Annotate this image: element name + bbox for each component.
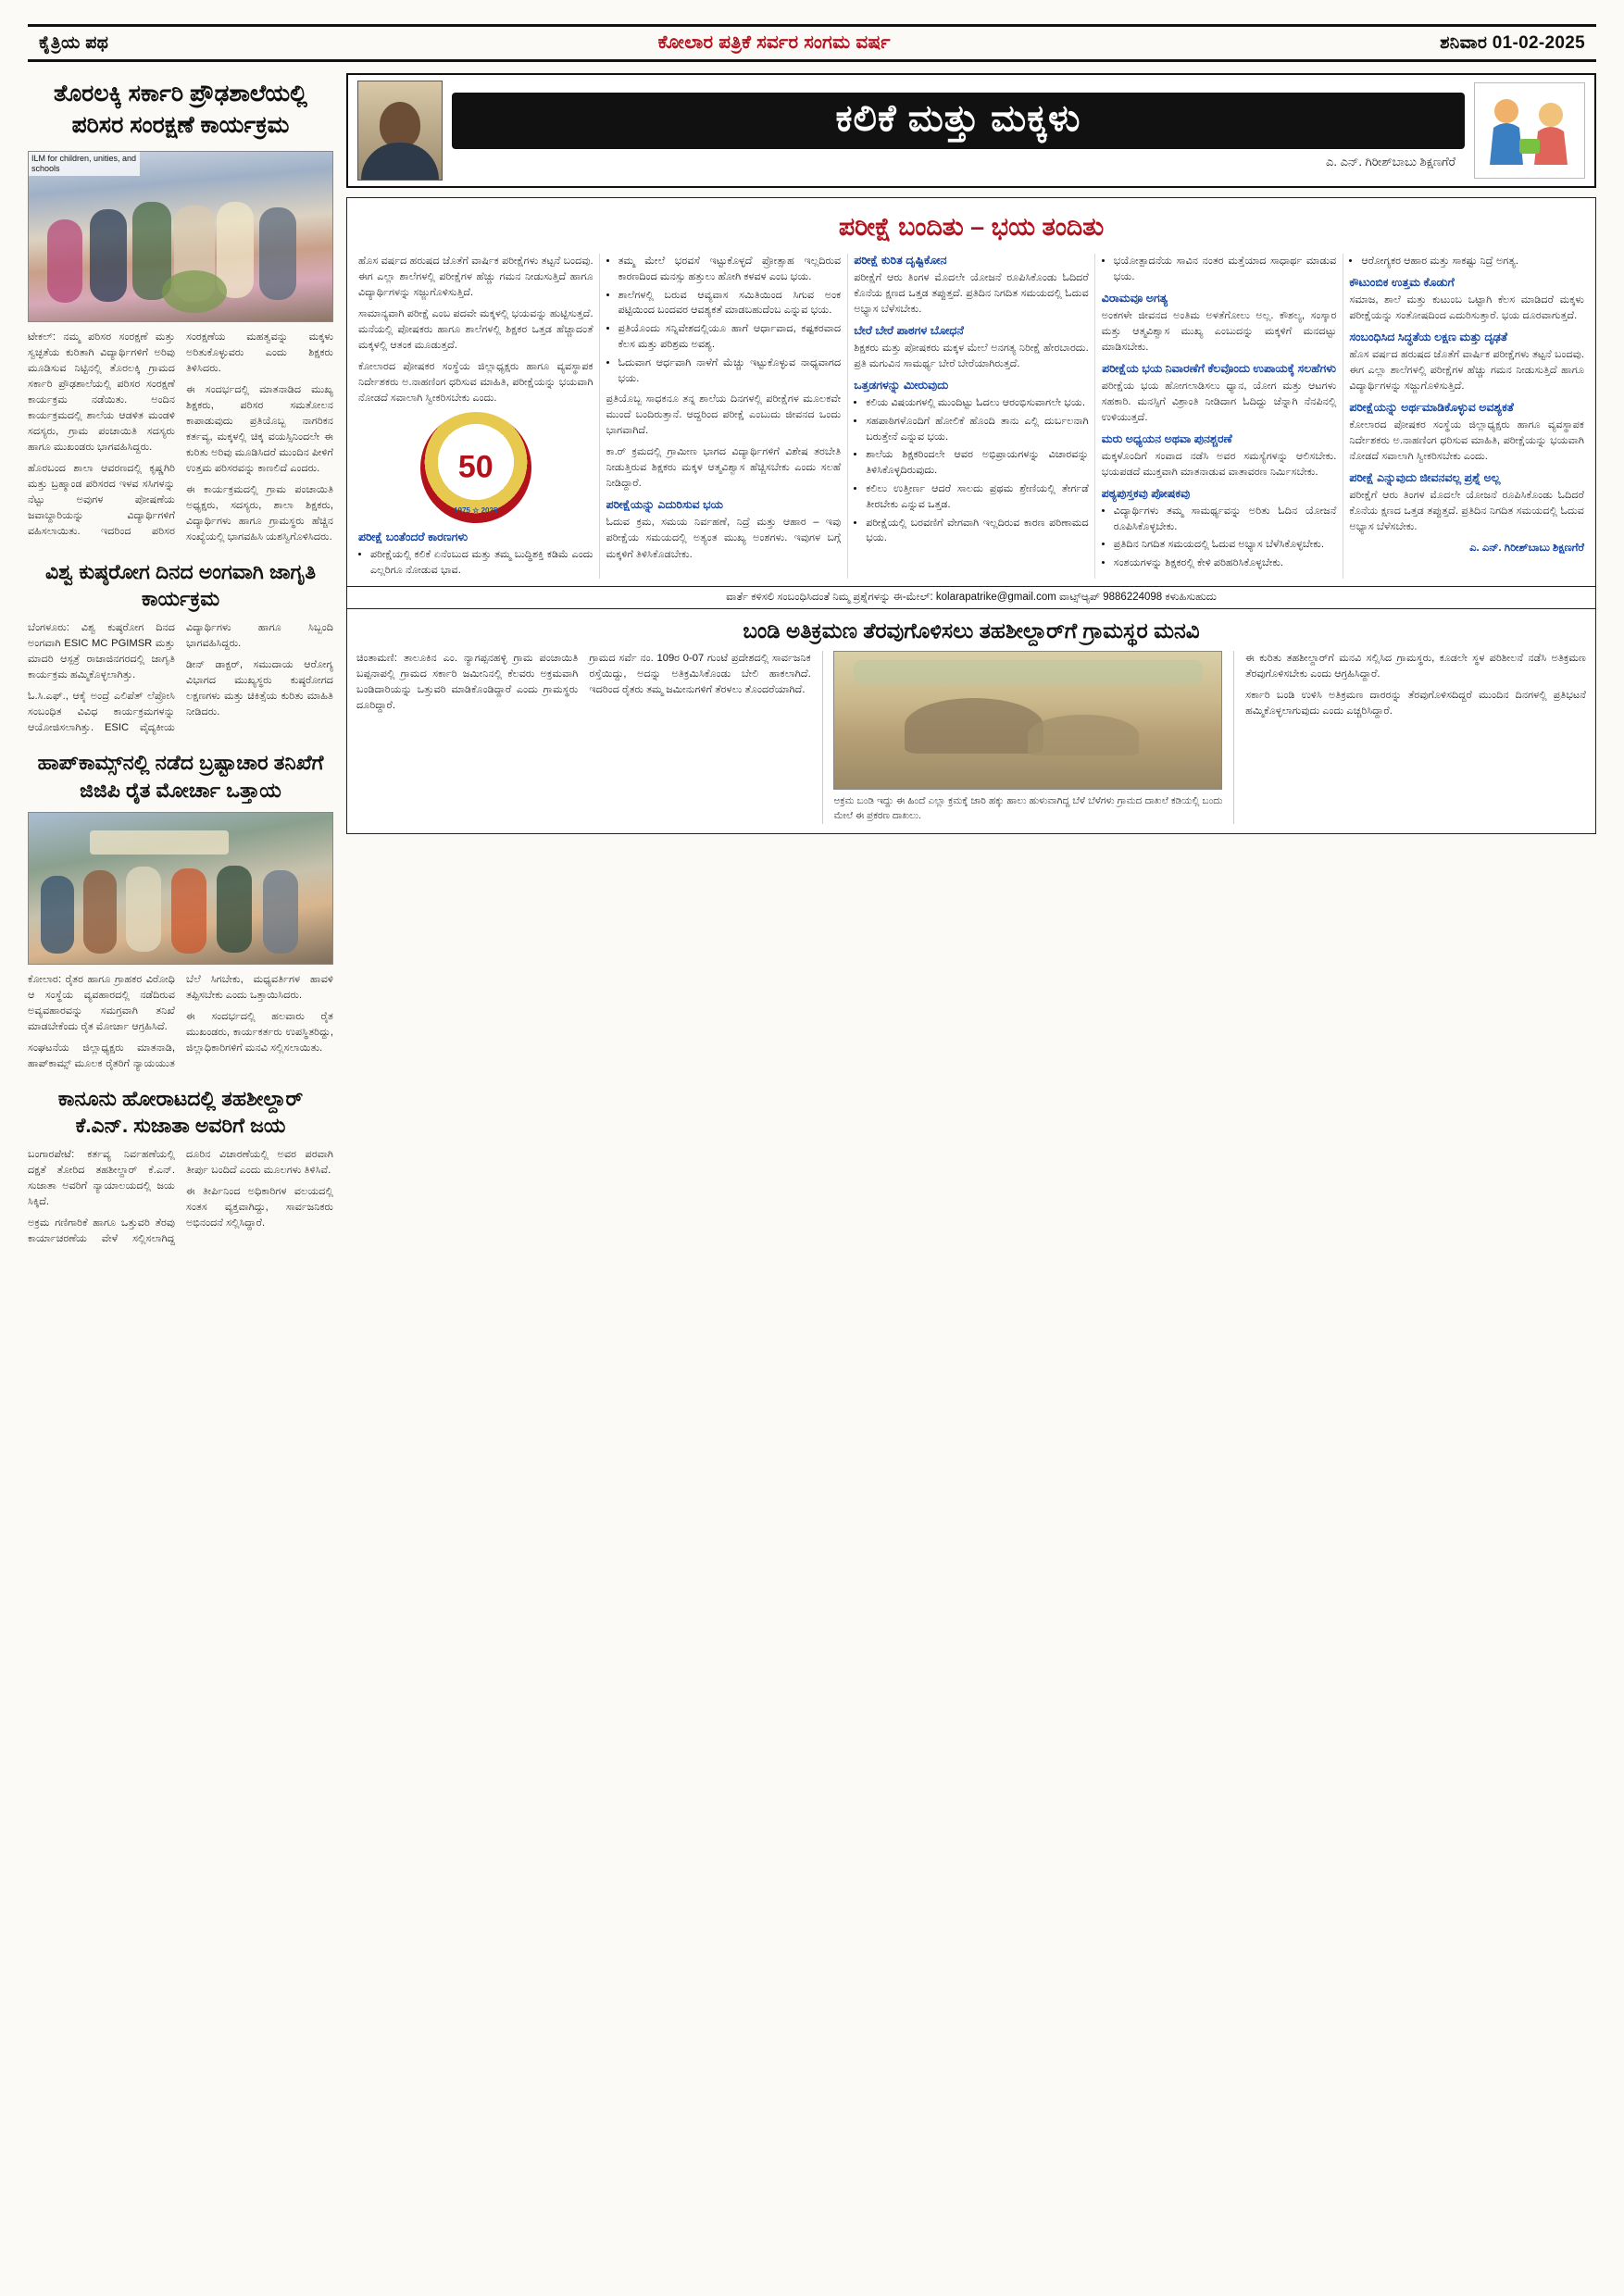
left-headline-1: ತೊರಲಕ್ಕಿ ಸರ್ಕಾರಿ ಪ್ರೌಢಶಾಲೆಯಲ್ಲಿ ಪರಿಸರ ಸಂರಕ್ಷಣೆ ಕಾರ್ಯಕ್ರಮ [53,81,308,138]
photo-figures [29,152,332,321]
list-item: • ಶಾಲೆಯ ಶಿಕ್ಷಕರಿಂದಲೇ ಆವರ ಅಭಿಪ್ರಾಯಗಳನ್ನು ವಿಚಾರವನ್ನು ತಿಳಿಸಿಕೊಳ್ಳದಿರುವುದು. [866,447,1089,479]
story-paragraph: ಗ್ರಾಮದ ಸರ್ವೆ ನಂ. 109ರ 0-07 ಗುಂಟೆ ಪ್ರದೇಶದಲ್ಲಿ ಸಾರ್ವಜನಿಕ ರಸ್ತೆಯಿದ್ದು, ಅದನ್ನು ಅತಿಕ್ರಮಿಸಿಕೊಂಡು ಬೇಲಿ ಹಾಕಲಾಗಿದೆ. ಇದರಿಂದ ರೈತರು ತಮ್ಮ ಜಮೀನುಗಳಿಗೆ ತೆರಳಲು ತೊಂದರೆಯಾಗಿದೆ. [589,652,811,695]
emblem-number: 50 [457,449,493,485]
kids-svg [1475,83,1584,178]
bottom-text-right [1245,651,1586,824]
bottom-headline: ಬಂಡಿ ಅತಿಕ್ರಮಣ ತೆರವುಗೊಳಿಸಲು ತಹಶೀಲ್ದಾರ್‌ಗೆ ಗ್ರಾಮಸ್ಥರ ಮನವಿ [743,618,1200,643]
left-headline-2: ವಿಶ್ವ ಕುಷ್ಠರೋಗ ದಿನದ ಅಂಗವಾಗಿ ಜಾಗೃತಿ ಕಾರ್ಯಕ್ರಮ [44,559,317,611]
story-paragraph: ಸರ್ಕಾರಿ ಬಂಡಿ ಉಳಿಸಿ ಅತಿಕ್ರಮಣ ದಾರರನ್ನು ತೆರವುಗೊಳಿಸದಿದ್ದರೆ ಮುಂದಿನ ದಿನಗಳಲ್ಲಿ ಪ್ರತಿಭಟನೆ ಹಮ್ಮಿಕೊಳ್ಳಲಾಗುವುದು ಎಂದು ಎಚ್ಚರಿಸಿದ್ದಾರೆ. [1245,689,1586,717]
left-story-4 [28,1147,333,1247]
masthead [28,24,1596,62]
subhead-11: ಸಂಬಂಧಿಸಿದ ಸಿದ್ಧತೆಯ ಲಕ್ಷಣ ಮತ್ತು ದೃಢತೆ [1349,330,1507,343]
banner-title: ಕಲಿಕೆ ಮತ್ತು ಮಕ್ಕಳು [452,93,1465,149]
photo-caption: ILM for children, unities, and schools [29,152,140,177]
kids-illustration [1474,82,1585,179]
signature-line-1: ಎ. ಎನ್. ಗಿರೀಶ್‌ಬಾಬು ಶಿಕ್ಷಣಗೆರೆ [1469,542,1584,554]
subhead-12: ಪರೀಕ್ಷೆಯನ್ನು ಅರ್ಥಮಾಡಿಕೊಳ್ಳುವ ಅವಶ್ಯಕತೆ [1349,400,1514,414]
left-column [28,73,333,1247]
list-item: • ಸಹಪಾಠಿಗಳೊಂದಿಗೆ ಹೋಲಿಕೆ ಹೊಂದಿ ತಾನು ಎಲ್ಲಿ ದುರ್ಬಲನಾಗಿ ಬರುತ್ತೇನೆ ಎನ್ನುವ ಭಯ. [866,414,1089,445]
subhead-10: ಮರು ಅಧ್ಯಯನ ಅಥವಾ ಪುನಶ್ಚರಣೆ [1101,431,1232,445]
list-item: • ಭಯೋತ್ಪಾದನೆಯ ಸಾವಿನ ನಂತರ ಮತ್ತೆಯಾದ ಸಾಧಾರ್ಥ ಮಾಡುವ ಭಯ. [1114,254,1337,285]
photo-environment-program [28,151,333,322]
article-paragraph: ಹೊಸ ವರ್ಷದ ಹರುಷದ ಜೊತೆಗೆ ವಾರ್ಷಿಕ ಪರೀಕ್ಷೆಗಳು ತಟ್ಟನೆ ಬಂದವು. ಈಗ ಎಲ್ಲಾ ಶಾಲೆಗಳಲ್ಲಿ ಪರೀಕ್ಷೆಗಳ ಹೆಚ್ಚು ಗಮನ ನೀಡುಸುತ್ತಿದೆ ಹಾಗೂ ವಿದ್ಯಾರ್ಥಿಗಳನ್ನು ಸಜ್ಜುಗೊಳಿಸುತ್ತಿದೆ. [358,256,593,299]
story-paragraph: ಈ ಸಂದರ್ಭದಲ್ಲಿ ಹಲವಾರು ರೈತ ಮುಖಂಡರು, ಕಾರ್ಯಕರ್ತರು ಉಪಸ್ಥಿತರಿದ್ದು, ಜಿಲ್ಲಾಧಿಕಾರಿಗಳಿಗೆ ಮನವಿ ಸಲ್ಲಿಸಲಾಯಿತು. [186,1010,333,1054]
top-section [28,73,1596,1247]
article-paragraph: ಕೋಲಾರದ ಪೋಷಕರ ಸಂಸ್ಥೆಯ ಜಿಲ್ಲಾಧ್ಯಕ್ಷರು ಹಾಗೂ ವ್ಯವಸ್ಥಾಪಕ ನಿರ್ದೇಶಕರು ಅ.ನಾಹಣಿಂಗ ಧರಿಸುವ ಮಾಹಿತಿ, ಪರೀಕ್ಷೆಯನ್ನು ಭಯವಾಗಿ ನೋಡದೆ ಸವಾಲಾಗಿ ಸ್ವೀಕರಿಸಬೇಕು ಎಂದು. [1349,418,1584,462]
left-story-3 [28,972,333,1072]
banner-byline: ಎ. ಎನ್. ಗಿರೀಶ್‌ಬಾಬು ಶಿಕ್ಷಣಗೆರೆ [1326,154,1455,168]
column-divider [822,651,823,824]
article-paragraph: ಮಕ್ಕಳೊಂದಿಗೆ ಸಂವಾದ ನಡೆಸಿ ಅವರ ಸಮಸ್ಯೆಗಳನ್ನು ಆಲಿಸಬೇಕು. ಭಯಪಡದೆ ಮುಕ್ತವಾಗಿ ಮಾತನಾಡುವ ವಾತಾವರಣ ನಿರ್ಮಿಸಬೇಕು. [1101,450,1337,478]
story-paragraph: ಬೆಂಗಳೂರು: ವಿಶ್ವ ಕುಷ್ಠರೋಗ ದಿನದ ಅಂಗವಾಗಿ ESIC MC PGIMSR ಮತ್ತು ಮಾದರಿ ಆಸ್ಪತ್ರೆ ರಾಜಾಜಿನಗರದಲ್ಲಿ ಜಾಗೃತಿ ಕಾರ್ಯಕ್ರಮ ಹಮ್ಮಿಕೊಳ್ಳಲಾಗಿತ್ತು. [28,622,175,681]
subhead-8: ಪಠ್ಯಪುಸ್ತಕವು ಪೋಷಕವು [1101,486,1191,500]
article-columns [358,254,1584,579]
list-item: • ವಿದ್ಯಾರ್ಥಿಗಳು ತಮ್ಮ ಸಾಮರ್ಥ್ಯವನ್ನು ಅರಿತು ಓದಿನ ಯೋಜನೆ ರೂಪಿಸಿಕೊಳ್ಳಬೇಕು. [1114,504,1337,535]
golden-jubilee-emblem [420,412,531,523]
story-paragraph: ಚಿಂತಾಮಣಿ: ತಾಲೂಕಿನ ಎಂ. ನ್ಯಾಗಪ್ಪನಹಳ್ಳಿ ಗ್ರಾಮ ಪಂಚಾಯಿತಿ ಬಪ್ಪನಾಪಲ್ಲಿ ಗ್ರಾಮದ ಸರ್ಕಾರಿ ಜಮೀನಿನಲ್ಲಿ ಕೆಲವರು ಅಕ್ರಮವಾಗಿ ಬಂಡಿದಾರಿಯನ್ನು ಒತ್ತುವರಿ ಮಾಡಿಕೊಂಡಿದ್ದಾರೆ ಎಂದು ಗ್ರಾಮಸ್ಥರು ದೂರಿದ್ದಾರೆ. [356,652,579,711]
column-divider [1233,651,1234,824]
subhead-9: ಪರೀಕ್ಷೆಯ ಭಯ ನಿವಾರಣೆಗೆ ಕೆಲವೊಂದು ಉಪಾಯಕ್ಕೆ ಸಲಹೆಗಳು [1102,361,1336,375]
bottom-photo-block [833,651,1222,824]
subhead-2: ಪರೀಕ್ಷೆ ಬಂತೆಂದರೆ ಕಾರಣಗಳು [358,530,468,544]
masthead-left: ಕೈತ್ರಿಯ ಪಥ [39,32,109,53]
author-portrait [357,81,443,181]
subhead-1: ಬೇರೆ ಬೇರೆ ಪಾಠಗಳ ಬೋಧನೆ [854,324,964,338]
photo-farmers-protest [28,812,333,965]
article-paragraph: ಪ್ರತಿಯೊಬ್ಬ ಸಾಧಕನೂ ತನ್ನ ಶಾಲೆಯ ದಿನಗಳಲ್ಲಿ ಪರೀಕ್ಷೆಗಳ ಮೂಲಕವೇ ಮುಂದೆ ಬಂದಿರುತ್ತಾನೆ. ಆದ್ದರಿಂದ ಪರೀಕ್ಷೆ ಎಂಬುದು ಜೀವನದ ಒಂದು ಭಾಗವಾಗಿದೆ. [606,393,842,437]
photo-figures [29,813,332,964]
left-headline-4: ಕಾನೂನು ಹೋರಾಟದಲ್ಲಿ ತಹಶೀಲ್ದಾರ್ ಕೆ.ಎನ್. ಸುಜಾತಾ ಅವರಿಗೆ ಜಯ [57,1086,304,1138]
article-signature [1349,541,1584,555]
list-item: • ಶಾಲೆಗಳಲ್ಲಿ ಬರುವ ಆವ್ಯವಾಸ ಸಮಿತಿಯಿಂದ ಸಿಗುವ ಅಂಕ ಪಟ್ಟಿಯಿಂದ ಬಂದವರ ಆವಶ್ಯಕತೆ ಮಾಡಬಹುದೆಂಬ ಎನ್ನುವ ಭಯ. [618,288,842,319]
bottom-story [346,609,1596,834]
left-headline-3: ಹಾಪ್‌ಕಾಮ್ಸ್‌ನಲ್ಲಿ ನಡೆದ ಬ್ರಷ್ಟಾಚಾರ ತನಿಖೆಗೆ ಜಿಜಿಪಿ ರೈತ ಮೋರ್ಚಾ ಒತ್ತಾಯ [37,751,324,802]
masthead-center: ಕೋಲಾರ ಪತ್ರಿಕೆ ಸರ್ವರ ಸಂಗಮ ವರ್ಷ [657,32,891,53]
feature-banner [346,73,1596,188]
article-paragraph: ಓದುವ ಕ್ರಮ, ಸಮಯ ನಿರ್ವಹಣೆ, ನಿದ್ರೆ ಮತ್ತು ಆಹಾರ – ಇವು ಪರೀಕ್ಷೆಯ ಸಮಯದಲ್ಲಿ ಅತ್ಯಂತ ಮುಖ್ಯ ಅಂಶಗಳು. ಇವುಗಳ ಬಗ್ಗೆ ಮಕ್ಕಳಿಗೆ ತಿಳಿಸಿಕೊಡಬೇಕು. [606,517,842,560]
list-item: • ಪರೀಕ್ಷೆಯಲ್ಲಿ ಕಲಿಕೆ ಏನೆಂಬುದ ಮತ್ತು ತಮ್ಮ ಬುದ್ಧಿಶಕ್ತಿ ಕಡಿಮೆ ಎಂದು ಎಲ್ಲರಿಗೂ ನೋಡುವ ಭಾವ. [370,547,593,579]
article-paragraph: ಸಾಮಾನ್ಯವಾಗಿ ಪರೀಕ್ಷೆ ಎಂಬ ಪದವೇ ಮಕ್ಕಳಲ್ಲಿ ಭಯವನ್ನು ಹುಟ್ಟಿಸುತ್ತದೆ. ಮನೆಯಲ್ಲಿ ಪೋಷಕರು ಹಾಗೂ ಶಾಲೆಗಳಲ್ಲಿ ಶಿಕ್ಷಕರ ಒತ್ತಡ ಹೆಚ್ಚಾದಂತೆ ಮಕ್ಕಳಲ್ಲಿ ಆತಂಕ ಮೂಡುತ್ತದೆ. [358,308,593,352]
subhead-4: ಪರೀಕ್ಷೆ ಕುರಿತ ದೃಷ್ಟಿಕೋನ [854,254,947,267]
story-paragraph: ಬಂಗಾರಪೇಟೆ: ಕರ್ತವ್ಯ ನಿರ್ವಹಣೆಯಲ್ಲಿ ದಕ್ಷತೆ ತೋರಿದ ತಹಶೀಲ್ದಾರ್ ಕೆ.ಎನ್. ಸುಜಾತಾ ಅವರಿಗೆ ನ್ಯಾಯಾಲಯದಲ್ಲಿ ಜಯ ಸಿಕ್ಕಿದೆ. [28,1149,175,1208]
left-story-1 [28,330,333,545]
article-paragraph: ಕಾ.ರ್ ಕ್ರಮದಲ್ಲಿ ಗ್ರಾಮೀಣ ಭಾಗದ ವಿದ್ಯಾರ್ಥಿಗಳಿಗೆ ವಿಶೇಷ ತರಬೇತಿ ನೀಡುತ್ತಿರುವ ಶಿಕ್ಷಕರು ಮಕ್ಕಳ ಆತ್ಮವಿಶ್ವಾಸ ಹೆಚ್ಚಿಸಬೇಕು ಎಂದು ಸಲಹೆ ನೀಡಿದ್ದಾರೆ. [606,446,842,490]
story-paragraph: ಈ ಸಂದರ್ಭದಲ್ಲಿ ಮಾತನಾಡಿದ ಮುಖ್ಯ ಶಿಕ್ಷಕರು, ಪರಿಸರ ಸಮತೋಲನ ಕಾಪಾಡುವುದು ಪ್ರತಿಯೊಬ್ಬ ನಾಗರಿಕನ ಕರ್ತವ್ಯ, ಮಕ್ಕಳಲ್ಲಿ ಚಿಕ್ಕ ವಯಸ್ಸಿನಿಂದಲೇ ಈ ಕುರಿತು ಅರಿವು ಮೂಡಿಸಿದರೆ ಮುಂದಿನ ಪೀಳಿಗೆ ಉತ್ತಮ ಪರಿಸರವನ್ನು ಕಾಣಲಿದೆ ಎಂದರು. [186,383,333,474]
bottom-text-left [356,651,811,824]
list-item: • ಓದುವಾಗ ಆರ್ಧವಾಗಿ ನಾಳೆಗೆ ಮೆಚ್ಚು ಇಟ್ಟುಕೊಳ್ಳುವ ನಾಧ್ಯವಾಗದ ಭಯ. [618,356,842,387]
story-paragraph: ಡೀನ್ ಡಾಕ್ಟರ್, ಸಮುದಾಯ ಆರೋಗ್ಯ ವಿಭಾಗದ ಮುಖ್ಯಸ್ಥರು ಕುಷ್ಠರೋಗದ ಲಕ್ಷಣಗಳು ಮತ್ತು ಚಿಕಿತ್ಸೆಯ ಕುರಿತು ಮಾಹಿತಿ ನೀಡಿದರು. [186,659,333,718]
article-paragraph: ಸಮಾಜ, ಶಾಲೆ ಮತ್ತು ಕುಟುಂಬ ಒಟ್ಟಾಗಿ ಕೆಲಸ ಮಾಡಿದರೆ ಮಕ್ಕಳು ಪರೀಕ್ಷೆಯನ್ನು ಸಂತೋಷದಿಂದ ಎದುರಿಸುತ್ತಾರೆ. ಭಯ ದೂರವಾಗುತ್ತದೆ. [1349,293,1584,321]
list-item: • ಪ್ರತಿಯೊಂದು ಸನ್ನಿವೇಶದಲ್ಲಿಯೂ ಹಾಗೆ ಆರ್ಧಾವಾದ, ಕಷ್ಟಕರವಾದ ಕೆಲಸ ಮತ್ತು ಪರಿಶ್ರಮ ಅವಶ್ಯ. [618,321,842,353]
story-paragraph: ಈ ಕುರಿತು ತಹಶೀಲ್ದಾರ್‌ಗೆ ಮನವಿ ಸಲ್ಲಿಸಿದ ಗ್ರಾಮಸ್ಥರು, ಕೂಡಲೇ ಸ್ಥಳ ಪರಿಶೀಲನೆ ನಡೆಸಿ ಅತಿಕ್ರಮಣ ತೆರವುಗೊಳಿಸಬೇಕು ಎಂದು ಆಗ್ರಹಿಸಿದ್ದಾರೆ. [1245,652,1586,680]
photo-encroachment-site [833,651,1222,790]
story-paragraph: ಅಕ್ರಮ ಗಣಿಗಾರಿಕೆ ಹಾಗೂ ಒತ್ತುವರಿ ತೆರವು ಕಾರ್ಯಾಚರಣೆಯ ವೇಳೆ ಸಲ್ಲಿಸಲಾಗಿದ್ದ ದೂರಿನ ವಿಚಾರಣೆಯಲ್ಲಿ ಅವರ ಪರವಾಗಿ ತೀರ್ಪು ಬಂದಿದೆ ಎಂದು ಮೂಲಗಳು ತಿಳಿಸಿವೆ. [28,1149,333,1245]
subhead-6: ವಿರಾಮವೂ ಅಗತ್ಯ [1101,291,1168,305]
feature-article [346,197,1596,587]
article-paragraph: ಅಂಕಗಳೇ ಜೀವನದ ಅಂತಿಮ ಅಳತೆಗೋಲು ಅಲ್ಲ. ಕೌಶಲ್ಯ, ಸಂಸ್ಕಾರ ಮತ್ತು ಆತ್ಮವಿಶ್ವಾಸ ಮುಖ್ಯ ಎಂಬುದನ್ನು ಮಕ್ಕಳಿಗೆ ಮನದಟ್ಟು ಮಾಡಿಸಬೇಕು. [1101,309,1337,353]
left-story-2 [28,620,333,736]
bottom-inner [356,651,1586,824]
list-item: • ಸಂಶಯಗಳನ್ನು ಶಿಕ್ಷಕರಲ್ಲಿ ಕೇಳಿ ಪರಿಹರಿಸಿಕೊಳ್ಳಬೇಕು. [1114,555,1337,571]
story-paragraph: ಓ.ಸಿ.ಎಫ್., ಆಕೈ ಅಂದ್ರೆ ಎಲಿಪೆತ್ ಲೆಪ್ರೋಸಿ ಸಂಬಂಧಿತ ವಿವಿಧ ಕಾರ್ಯಕ್ರಮಗಳನ್ನು ಆಯೋಜಿಸಲಾಗಿತ್ತು. ESIC ವೈದ್ಯಕೀಯ ವಿದ್ಯಾರ್ಥಿಗಳು ಹಾಗೂ ಸಿಬ್ಬಂದಿ ಭಾಗವಹಿಸಿದ್ದರು. [28,622,333,734]
main-column [346,73,1596,1247]
article-paragraph: ಹೊಸ ವರ್ಷದ ಹರುಷದ ಜೊತೆಗೆ ವಾರ್ಷಿಕ ಪರೀಕ್ಷೆಗಳು ತಟ್ಟನೆ ಬಂದವು. ಈಗ ಎಲ್ಲಾ ಶಾಲೆಗಳಲ್ಲಿ ಪರೀಕ್ಷೆಗಳ ಹೆಚ್ಚು ಗಮನ ನೀಡುಸುತ್ತಿದೆ ಹಾಗೂ ವಿದ್ಯಾರ್ಥಿಗಳನ್ನು ಸಜ್ಜುಗೊಳಿಸುತ್ತಿದೆ. [1349,348,1584,392]
list-item: • ಪ್ರತಿದಿನ ನಿಗದಿತ ಸಮಯದಲ್ಲಿ ಓದುವ ಅಭ್ಯಾಸ ಬೆಳೆಸಿಕೊಳ್ಳಬೇಕು. [1114,537,1337,553]
article-title: ಪರೀಕ್ಷೆ ಬಂದಿತು – ಭಯ ತಂದಿತು [838,213,1105,241]
photo-caption: ಅಕ್ರಮ ಬಂಡಿ ಇದ್ದು ಈ ಹಿಂದೆ ಎಲ್ಲಾ ಕ್ರಮಕ್ಕೆ ಜಾರಿ ಹಕ್ಕು ಹಾಲು ಹುಳುವಾಗಿದ್ದ ಬೆಳೆ ಬೆಳೆಗಳು ಗ್ರಾಮದ ದಾಖಲೆ ಕಡಿಯಲ್ಲಿ ಬಂದು ಮೇಲೆ ಈ ಪ್ರಕರಣ ದಾಖಲು. [833,794,1223,821]
article-paragraph: ಪರೀಕ್ಷೆಯ ಭಯ ಹೋಗಲಾಡಿಸಲು ಧ್ಯಾನ, ಯೋಗ ಮತ್ತು ಆಟಗಳು ಸಹಕಾರಿ. ಮನಸ್ಸಿಗೆ ವಿಶ್ರಾಂತಿ ನೀಡಿದಾಗ ಓದಿದ್ದು ಚೆನ್ನಾಗಿ ನೆನಪಿನಲ್ಲಿ ಉಳಿಯುತ್ತದೆ. [1101,380,1337,423]
story-paragraph: ಹೊರಬಂದ ಶಾಲಾ ಆವರಣದಲ್ಲಿ ಕೃಷ್ಣಗಿರಿ ಮತ್ತು ಬ್ರಹ್ಮಾಂಡ ಪರಿಸರದ ಇಳವ ಸಸಿಗಳನ್ನು ನೆಟ್ಟು ಅವುಗಳ ಪೋಷಣೆಯ ಜವಾಬ್ದಾರಿಯನ್ನು ವಿದ್ಯಾರ್ಥಿಗಳಿಗೆ ವಹಿಸಲಾಯಿತು. ಇದರಿಂದ ಪರಿಸರ ಸಂರಕ್ಷಣೆಯ ಮಹತ್ವವನ್ನು ಮಕ್ಕಳು ಅರಿತುಕೊಳ್ಳುವರು ಎಂದು ಶಿಕ್ಷಕರು ತಿಳಿಸಿದರು. [28,331,333,537]
masthead-date: ಶನಿವಾರ 01-02-2025 [1440,32,1585,53]
subhead-3: ಪರೀಕ್ಷೆಯನ್ನು ಎದುರಿಸುವ ಭಯ [606,498,724,512]
list-item: • ಕಲಿಯ ವಿಷಯಗಳಲ್ಲಿ ಮುಂದಿಟ್ಟು ಓದಲು ಆರಂಭಿಸುವಾಗಲೇ ಭಯ. [866,395,1089,411]
list-item: • ತಮ್ಮ ಮೇಲೆ ಭರವಸೆ ಇಟ್ಟುಕೊಳ್ಳದೆ ಪ್ರೋತ್ಸಾಹ ಇಲ್ಲದಿರುವ ಕಾರಣದಿಂದ ಮನಸ್ಸು ಹತ್ತುಲು ಹೋಗಿ ಕಳವಳ ಎಂಬ ಭಯ. [618,254,842,285]
article-paragraph: ಕೋಲಾರದ ಪೋಷಕರ ಸಂಸ್ಥೆಯ ಜಿಲ್ಲಾಧ್ಯಕ್ಷರು ಹಾಗೂ ವ್ಯವಸ್ಥಾಪಕ ನಿರ್ದೇಶಕರು ಅ.ನಾಹಣಿಂಗ ಧರಿಸುವ ಮಾಹಿತಿ, ಪರೀಕ್ಷೆಯನ್ನು ಭಯವಾಗಿ ನೋಡದೆ ಸವಾಲಾಗಿ ಸ್ವೀಕರಿಸಬೇಕು ಎಂದು. [358,361,593,405]
story-paragraph: ಈ ತೀರ್ಪಿನಿಂದ ಅಧಿಕಾರಿಗಳ ವಲಯದಲ್ಲಿ ಸಂತಸ ವ್ಯಕ್ತವಾಗಿದ್ದು, ಸಾರ್ವಜನಿಕರು ಅಭಿನಂದನೆ ಸಲ್ಲಿಸಿದ್ದಾರೆ. [186,1186,333,1229]
photo-figures [834,652,1221,789]
story-paragraph: ಕೋಲಾರ: ರೈತರ ಹಾಗೂ ಗ್ರಾಹಕರ ವಿರೋಧಿ ಆ ಸಂಸ್ಥೆಯ ವ್ಯವಹಾರದಲ್ಲಿ ನಡೆದಿರುವ ಅವ್ಯವಹಾರವನ್ನು ಸಮಗ್ರವಾಗಿ ತನಿಖೆ ಮಾಡಬೇಕೆಂದು ರೈತ ಮೋರ್ಚಾ ಆಗ್ರಹಿಸಿದೆ. [28,973,175,1032]
emblem-years: 1975 ☆ 2025 [454,506,498,516]
list-item: • ಪರೀಕ್ಷೆಯಲ್ಲಿ ಬರವಣಿಗೆ ವೇಗವಾಗಿ ಇಲ್ಲದಿರುವ ಕಾರಣ ಪರಿಣಾಮದ ಭಯ. [866,516,1089,547]
list-item: • ಆರೋಗ್ಯಕರ ಆಹಾರ ಮತ್ತು ಸಾಕಷ್ಟು ನಿದ್ರೆ ಅಗತ್ಯ. [1361,254,1584,269]
portrait-face [380,102,420,148]
banner-title-box [452,93,1465,169]
story-paragraph: ಟೇಕಲ್: ನಮ್ಮ ಪರಿಸರ ಸಂರಕ್ಷಣೆ ಮತ್ತು ಸ್ವಚ್ಛತೆಯ ಕುರಿತಾಗಿ ವಿದ್ಯಾರ್ಥಿಗಳಿಗೆ ಅರಿವು ಮೂಡಿಸುವ ನಿಟ್ಟಿನಲ್ಲಿ ತೊರಲಕ್ಕಿ ಗ್ರಾಮದ ಸರ್ಕಾರಿ ಪ್ರೌಢಶಾಲೆಯಲ್ಲಿ ಪರಿಸರ ಸಂರಕ್ಷಣೆ ಕಾರ್ಯಕ್ರಮ ನಡೆಯಿತು. ಅಂದಿನ ಕಾರ್ಯಕ್ರಮದಲ್ಲಿ ಶಾಲೆಯ ಆಡಳಿತ ಮಂಡಳಿ ಸದಸ್ಯರು, ಗ್ರಾಮ ಪಂಚಾಯಿತಿ ಸದಸ್ಯರು ಹಾಗೂ ಮುಖಂಡರು ಭಾಗವಹಿಸಿದ್ದರು. [28,331,175,453]
portrait-shoulders [361,143,439,180]
contact-strip: ವಾರ್ತೆ ಕಳಿಸಲಿ ಸಂಬಂಧಿಸಿದಂತೆ ನಿಮ್ಮ ಪ್ರಶ್ನೆಗಳನ್ನು ಈ-ಮೇಲ್: kolarapatrike@gmail.com ವಾಟ್ಸ್‌ಆ್ಯಪ್ 9886224098 ಕಳುಹಿಸುಹುದು [346,587,1596,609]
story-paragraph: ಸಂಘಟನೆಯ ಜಿಲ್ಲಾಧ್ಯಕ್ಷರು ಮಾತನಾಡಿ, ಹಾಪ್‌ಕಾಮ್ಸ್ ಮೂಲಕ ರೈತರಿಗೆ ನ್ಯಾಯಯುತ ಬೆಲೆ ಸಿಗಬೇಕು, ಮಧ್ಯವರ್ತಿಗಳ ಹಾವಳಿ ತಪ್ಪಿಸಬೇಕು ಎಂದು ಒತ್ತಾಯಿಸಿದರು. [28,973,333,1069]
story-paragraph: ಈ ಕಾರ್ಯಕ್ರಮದಲ್ಲಿ ಗ್ರಾಮ ಪಂಚಾಯಿತಿ ಅಧ್ಯಕ್ಷರು, ಸದಸ್ಯರು, ಶಾಲಾ ಶಿಕ್ಷಕರು, ವಿದ್ಯಾರ್ಥಿಗಳು ಹಾಗೂ ಗ್ರಾಮಸ್ಥರು ಹೆಚ್ಚಿನ ಸಂಖ್ಯೆಯಲ್ಲಿ ಭಾಗವಹಿಸಿ ಯಶಸ್ವಿಗೊಳಿಸಿದರು. [186,483,333,543]
subhead-13: ಪರೀಕ್ಷೆ ಎನ್ನುವುದು ಜೀವನವಲ್ಲ ಪ್ರಶ್ನೆ ಅಲ್ಲ [1349,470,1501,484]
article-paragraph: ಪರೀಕ್ಷೆಗೆ ಆರು ತಿಂಗಳ ಮೊದಲೇ ಯೋಜನೆ ರೂಪಿಸಿಕೊಂಡು ಓದಿದರೆ ಕೊನೆಯ ಕ್ಷಣದ ಒತ್ತಡ ತಪ್ಪುತ್ತದೆ. ಪ್ರತಿದಿನ ನಿಗದಿತ ಸಮಯದಲ್ಲಿ ಓದುವ ಅಭ್ಯಾಸ ಬೆಳೆಸಬೇಕು. [1349,489,1584,532]
subhead-5: ಒತ್ತಡಗಳನ್ನು ಮೀರುವುದು [854,379,949,393]
article-paragraph: ಶಿಕ್ಷಕರು ಮತ್ತು ಪೋಷಕರು ಮಕ್ಕಳ ಮೇಲೆ ಅನಗತ್ಯ ನಿರೀಕ್ಷೆ ಹೇರಬಾರದು. ಪ್ರತಿ ಮಗುವಿನ ಸಾಮರ್ಥ್ಯ ಬೇರೆ ಬೇರೆಯಾಗಿರುತ್ತದೆ. [854,343,1089,370]
list-item: • ಕಲಿಲು ಉತ್ತೀರ್ಣ ಆದರೆ ಸಾಲದು ಪ್ರಥಮ ಶ್ರೇಣಿಯಲ್ಲಿ ತೇರ್ಗಡೆ ತೀರಬೇಕು ಎನ್ನುವ ಒತ್ತಡ. [866,481,1089,513]
subhead-7: ಕೌಟುಂಬಿಕ ಉತ್ತಮ ಕೊಡುಗೆ [1349,275,1455,289]
article-paragraph: ಪರೀಕ್ಷೆಗೆ ಆರು ತಿಂಗಳ ಮೊದಲೇ ಯೋಜನೆ ರೂಪಿಸಿಕೊಂಡು ಓದಿದರೆ ಕೊನೆಯ ಕ್ಷಣದ ಒತ್ತಡ ತಪ್ಪುತ್ತದೆ. ಪ್ರತಿದಿನ ನಿಗದಿತ ಸಮಯದಲ್ಲಿ ಓದುವ ಅಭ್ಯಾಸ ಬೆಳೆಸಬೇಕು. [854,272,1089,316]
